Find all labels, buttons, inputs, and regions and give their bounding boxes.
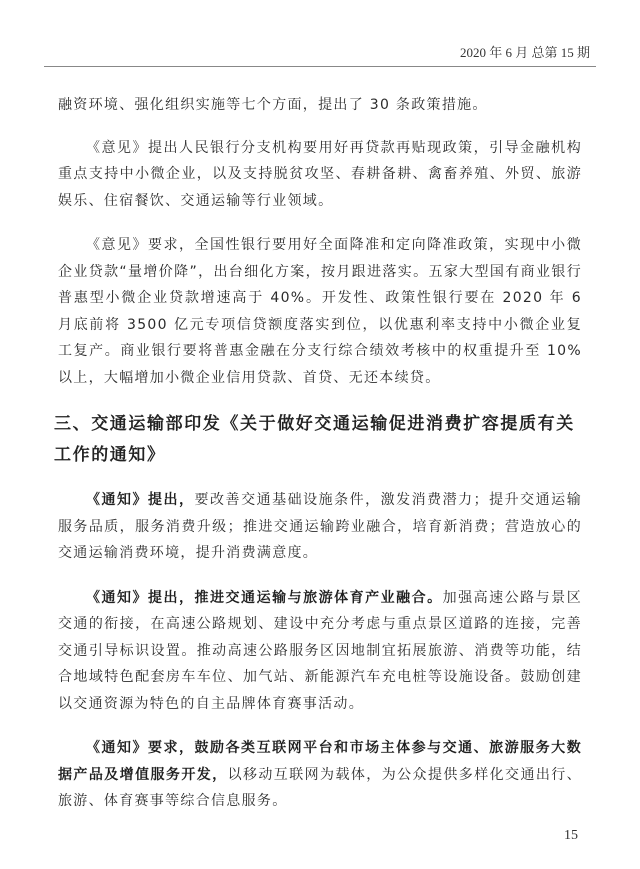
paragraph-continuation: 融资环境、强化组织实施等七个方面，提出了 30 条政策措施。 — [58, 97, 488, 113]
notice-2-lead: 《通知》提出，推进交通运输与旅游体育产业融合。 — [86, 589, 443, 606]
notice-3-lead: 《通知》要求，鼓励各类互联网平台和市场主体参与交通、旅游服务大数据产品及增值服务开发， — [58, 740, 582, 783]
paragraph-opinion-1: 《意见》提出人民银行分支机构要用好再贷款再贴现政策，引导金融机构重点支持中小微企业，以及支持脱贫攻坚、春耕备耕、禽畜养殖、外贸、旅游娱乐、住宿餐饮、交通运输等行业领域。 — [58, 139, 582, 209]
page-number: 15 — [564, 828, 578, 843]
notice-3-body: 以移动互联网为载体，为公众提供多样化交通出行、旅游、体育赛事等综合信息服务。 — [58, 766, 582, 809]
issue-header: 2020 年 6 月 总第 15 期 — [459, 45, 590, 60]
section-heading: 三、交通运输部印发《关于做好交通运输促进消费扩容提质有关工作的通知》 — [54, 414, 575, 465]
notice-1-body: 要改善交通基础设施条件，激发消费潜力；提升交通运输服务品质，服务消费升级；推进交通运输跨业融合，培育新消费；营造放心的交通运输消费环境，提升消费满意度。 — [58, 492, 582, 561]
notice-2-body: 加强高速公路与景区交通的衔接，在高速公路规划、建设中充分考虑与重点景区道路的连接，完善交通引导标识设置。推动高速公路服务区因地制宜拓展旅游、消费等功能，结合地域特色配套房车车位、加气站、新能源汽车充电桩等设施设备。鼓励创建以交通资源为特色的自主品牌体育赛事活动。 — [58, 589, 582, 712]
paragraph-notice-1 — [58, 487, 582, 567]
page-body — [54, 92, 582, 833]
header-divider — [44, 66, 596, 67]
paragraph-notice-2 — [58, 585, 582, 718]
paragraph-notice-3 — [58, 735, 582, 815]
notice-1-lead: 《通知》提出， — [86, 492, 195, 508]
paragraph-opinion-2: 《意见》要求，全国性银行要用好全面降准和定向降准政策，实现中小微企业贷款“量增价降”，出台细化方案，按月跟进落实。五家大型国有商业银行普惠型小微企业贷款增速高于 40%。开发性、政策性银行要在 2020 年 6 月底前将 3500 亿元专项信贷额度落实到位，以优惠利率支持中小微企业复工复产。商业银行要将普惠金融在分支行综合绩效考核中的权重提升至 10% 以上，大幅增加小微企业信用贷款、首贷、无还本续贷。 — [58, 237, 582, 386]
